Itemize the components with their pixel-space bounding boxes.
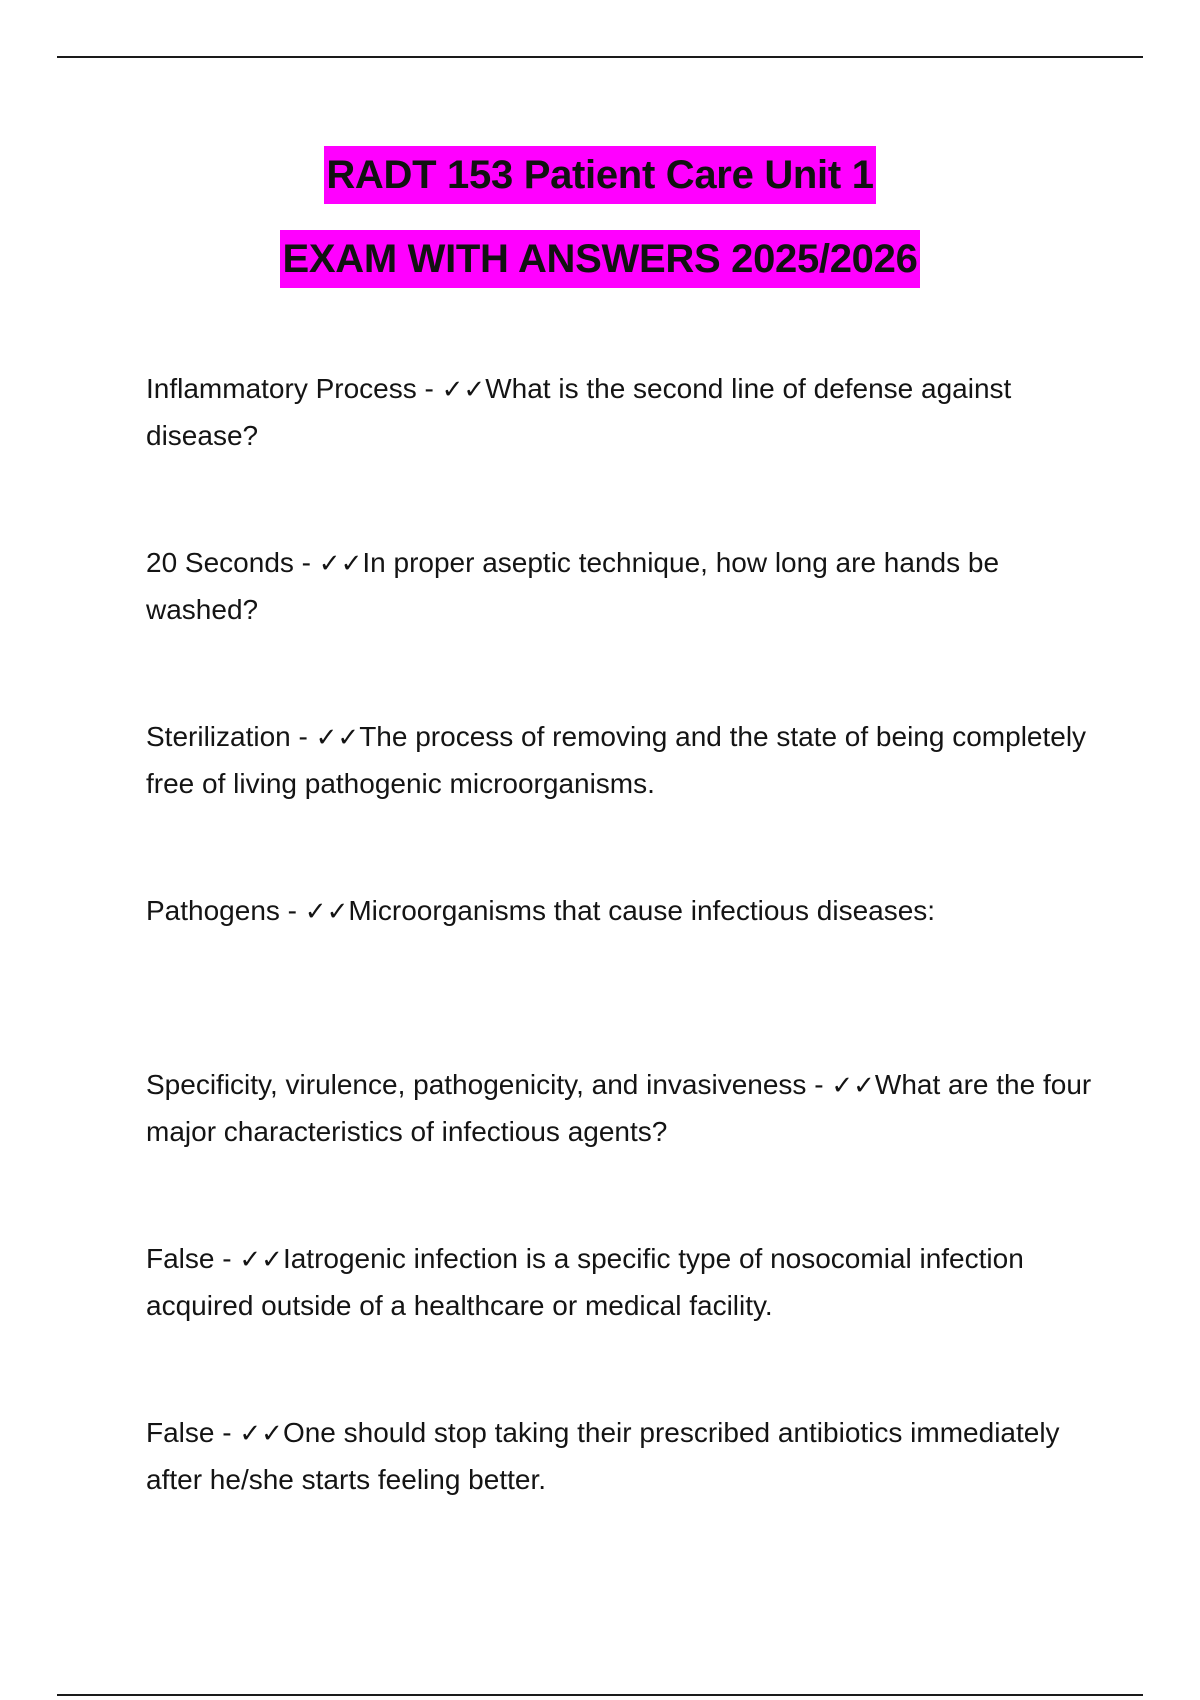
qa-answer: Inflammatory Process [146, 373, 417, 404]
title-line-2-text: EXAM WITH ANSWERS 2025/2026 [280, 230, 919, 288]
qa-separator: - [214, 1243, 240, 1274]
qa-list [146, 366, 1096, 1584]
qa-separator: - [279, 895, 305, 926]
double-check-icon: ✓✓ [315, 723, 360, 753]
qa-separator: - [806, 1069, 832, 1100]
qa-item [146, 366, 1096, 540]
qa-question: What are the four major characteristics of infectious agents? [146, 1069, 1092, 1147]
top-divider [57, 56, 1143, 58]
double-check-icon: ✓✓ [831, 1071, 875, 1101]
qa-question: The process of removing and the state of being completely free of living pathogenic microorganisms. [146, 721, 1087, 799]
qa-separator: - [214, 1417, 240, 1448]
qa-item [146, 540, 1096, 714]
qa-answer: False [146, 1243, 215, 1274]
double-check-icon: ✓✓ [441, 375, 486, 405]
qa-question: Microorganisms that cause infectious diseases: [348, 895, 936, 926]
qa-answer: 20 Seconds [146, 547, 294, 578]
double-check-icon: ✓✓ [318, 549, 363, 579]
qa-question: Iatrogenic infection is a specific type of nosocomial infection acquired outside of a healthcare or medical facility. [146, 1243, 1024, 1321]
double-check-icon: ✓✓ [239, 1419, 283, 1449]
qa-answer: Sterilization [146, 721, 291, 752]
qa-question: One should stop taking their prescribed antibiotics immediately after he/she starts feeling better. [146, 1417, 1060, 1495]
document-title [0, 146, 1200, 288]
qa-item [146, 714, 1096, 888]
qa-question: What is the second line of defense against disease? [146, 373, 1012, 451]
qa-separator: - [416, 373, 442, 404]
qa-separator: - [290, 721, 316, 752]
qa-question: In proper aseptic technique, how long are hands be washed? [146, 547, 1000, 625]
title-line-2 [0, 230, 1200, 288]
qa-separator: - [293, 547, 319, 578]
qa-answer: Specificity, virulence, pathogenicity, and invasiveness [146, 1069, 807, 1100]
bottom-divider [57, 1694, 1143, 1696]
qa-item [146, 888, 1096, 1062]
qa-answer: Pathogens [146, 895, 280, 926]
qa-item [146, 1410, 1096, 1584]
title-line-1-text: RADT 153 Patient Care Unit 1 [324, 146, 875, 204]
double-check-icon: ✓✓ [304, 897, 349, 927]
qa-item [146, 1236, 1096, 1410]
qa-answer: False [146, 1417, 215, 1448]
qa-item [146, 1062, 1096, 1236]
title-line-1 [0, 146, 1200, 204]
double-check-icon: ✓✓ [239, 1245, 283, 1275]
